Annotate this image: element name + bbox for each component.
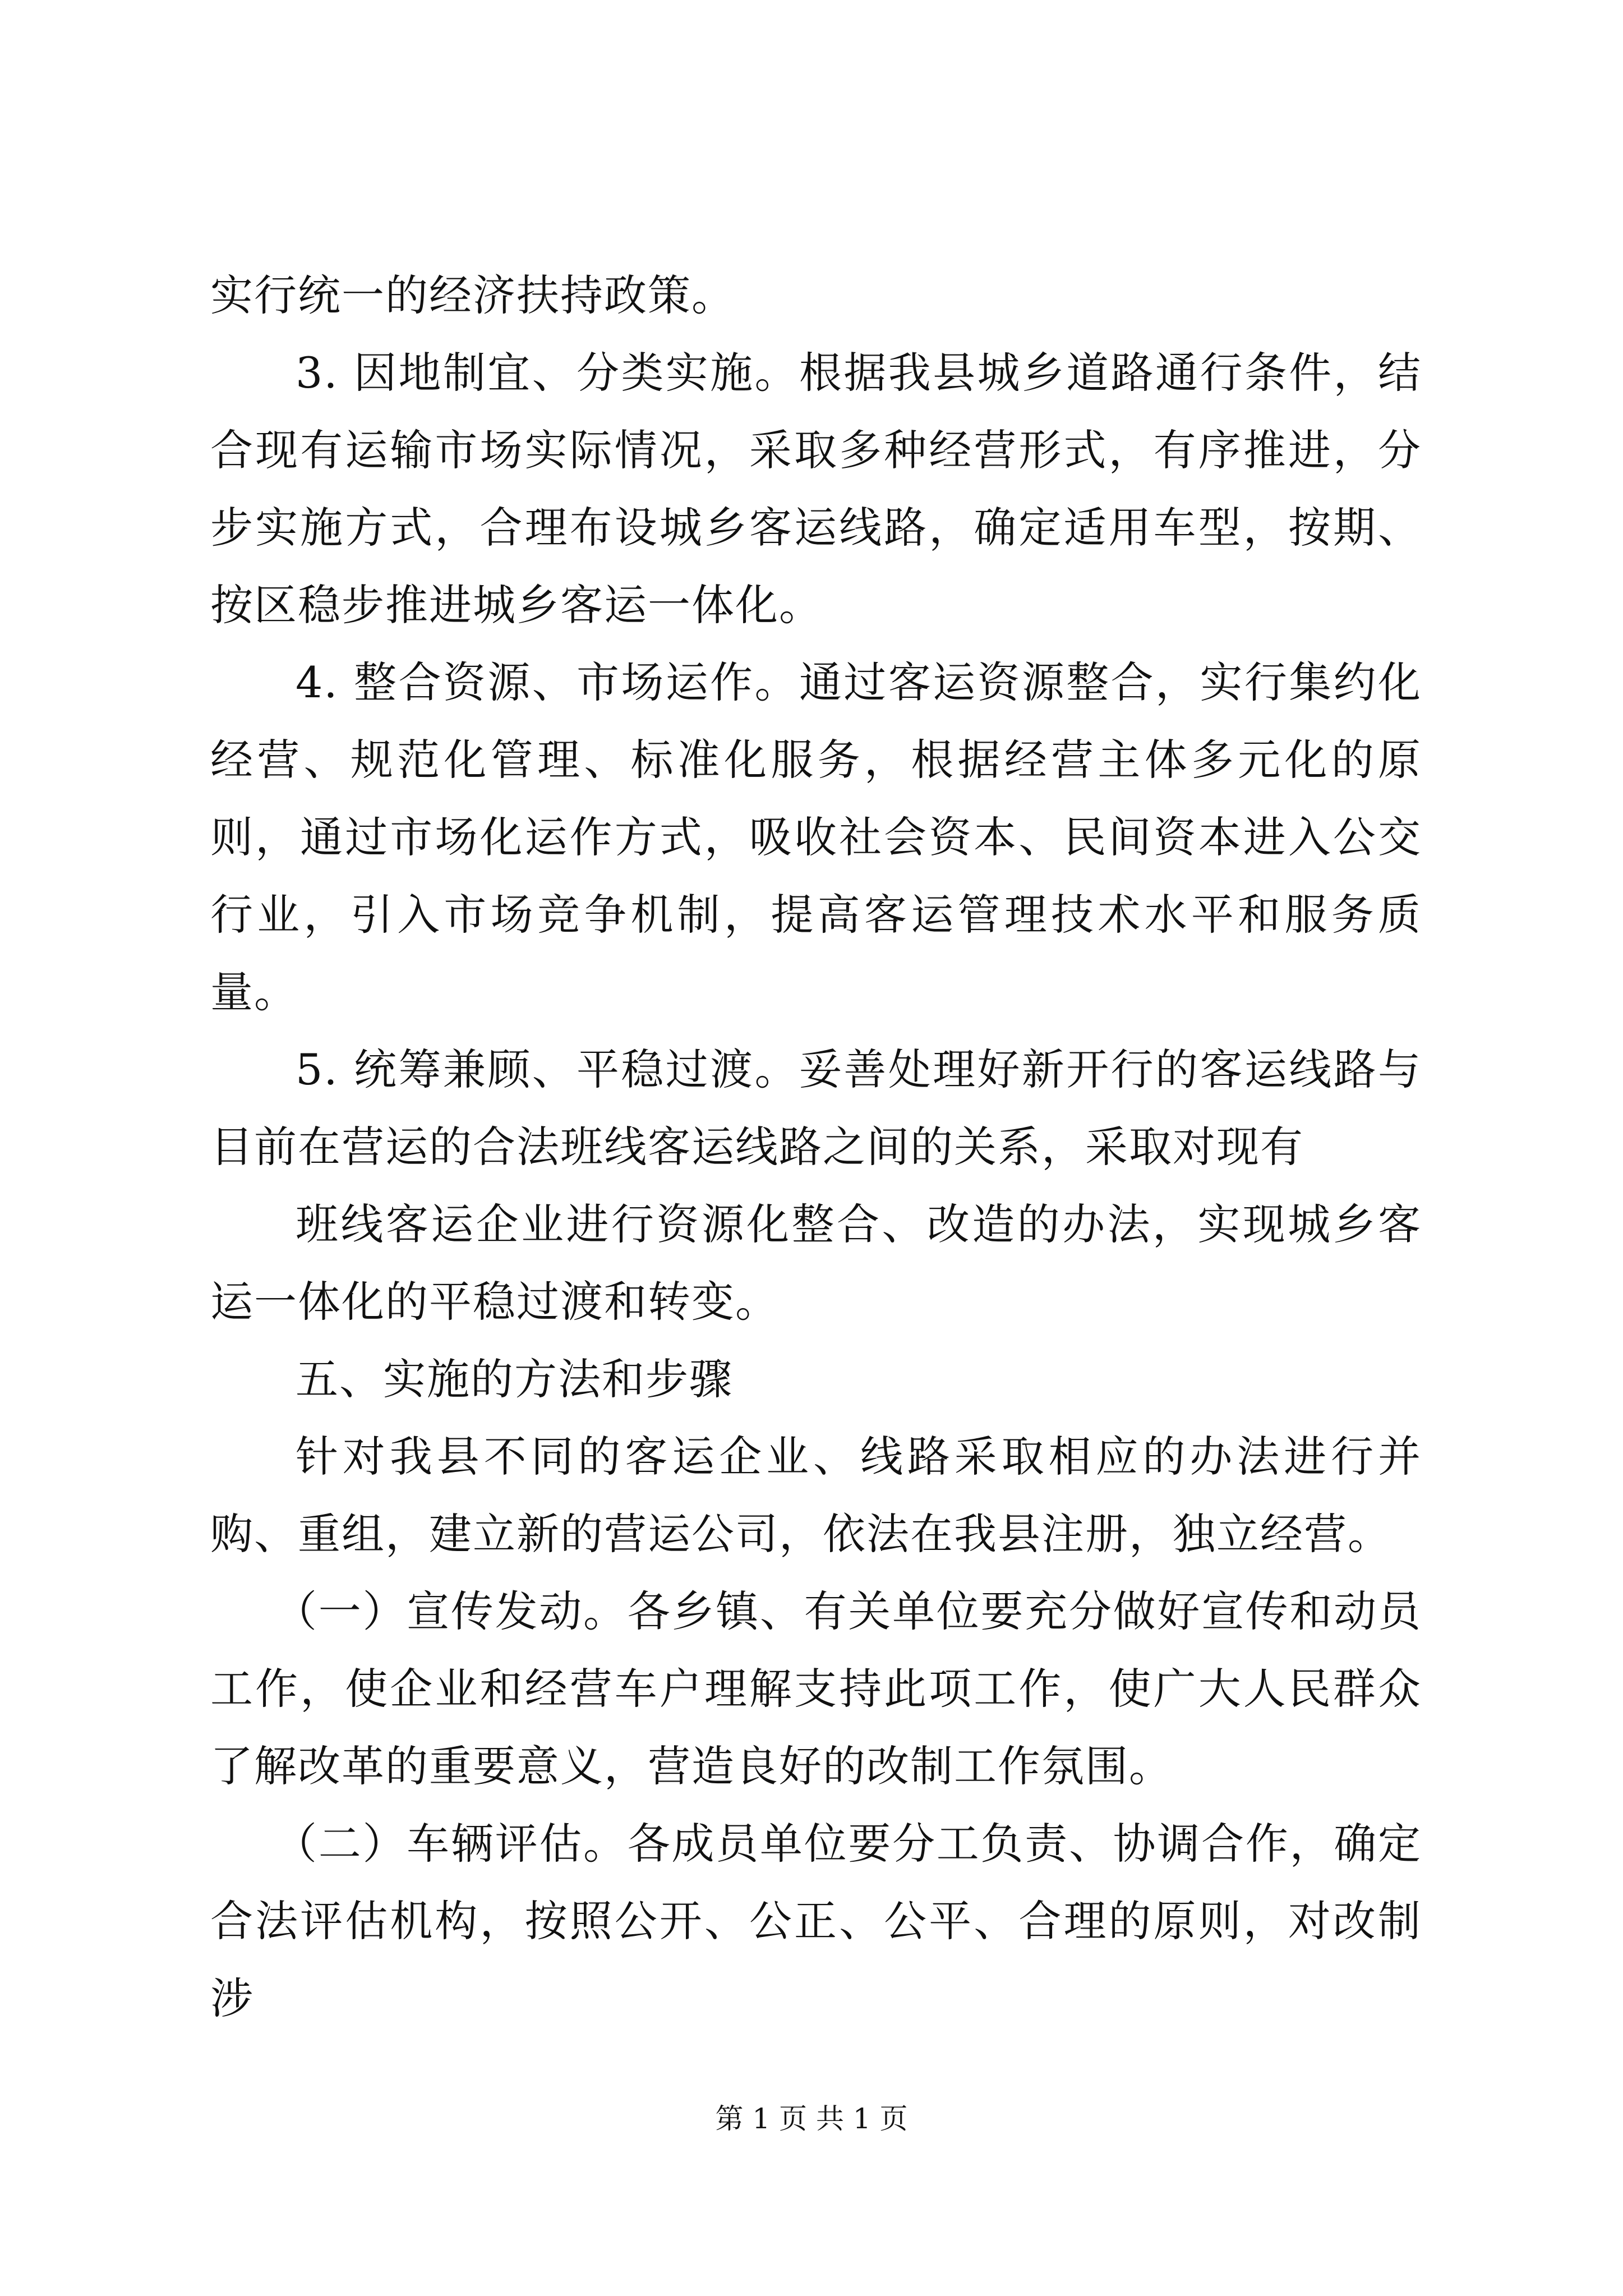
body-text bbox=[210, 257, 1422, 2037]
paragraph-item-5: 5. 统筹兼顾、平稳过渡。妥善处理好新开行的客运线路与目前在营运的合法班线客运线路之间的关系，采取对现有 bbox=[210, 1045, 1422, 1172]
page-footer: 第 1 页 共 1 页 bbox=[715, 2102, 908, 2135]
paragraph-section-intro: 针对我县不同的客运企业、线路采取相应的办法进行并购、重组，建立新的营运公司，依法在我县注册，独立经营。 bbox=[210, 1432, 1422, 1559]
paragraph-continuation: 实行统一的经济扶持政策。 bbox=[210, 270, 735, 320]
paragraph-item-5-continued: 班线客运企业进行资源化整合、改造的办法，实现城乡客运一体化的平稳过渡和转变。 bbox=[210, 1199, 1422, 1327]
paragraph-step-2: （二）车辆评估。各成员单位要分工负责、协调合作，确定合法评估机构，按照公开、公正、公平、合理的原则，对改制涉 bbox=[210, 1819, 1422, 2023]
paragraph-step-1: （一）宣传发动。各乡镇、有关单位要充分做好宣传和动员工作，使企业和经营车户理解支持此项工作，使广大人民群众了解改革的重要意义，营造良好的改制工作氛围。 bbox=[210, 1586, 1422, 1791]
paragraph-item-4: 4. 整合资源、市场运作。通过客运资源整合，实行集约化经营、规范化管理、标准化服务，根据经营主体多元化的原则，通过市场化运作方式，吸收社会资本、民间资本进入公交行业，引入市场竞争机制，提高客运管理技术水平和服务质量。 bbox=[210, 657, 1422, 1017]
paragraph-item-3: 3. 因地制宜、分类实施。根据我县城乡道路通行条件，结合现有运输市场实际情况，采取多种经营形式，有序推进，分步实施方式，合理布设城乡客运线路，确定适用车型，按期、按区稳步推进城乡客运一体化。 bbox=[210, 348, 1422, 630]
section-heading-5: 五、实施的方法和步骤 bbox=[296, 1354, 733, 1404]
